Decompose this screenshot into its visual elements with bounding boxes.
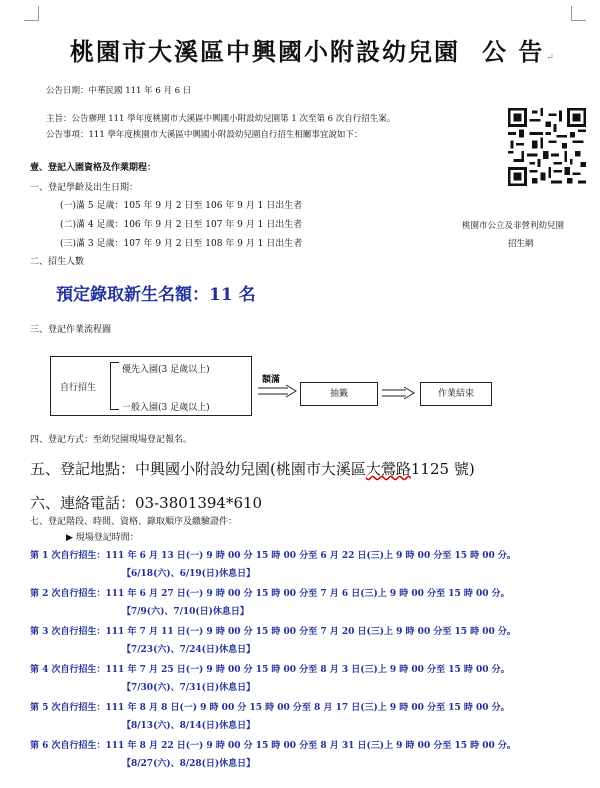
location-value-a: 中興國小附設幼兒園(桃園市大溪區 xyxy=(135,460,366,478)
location-value-b: 1125 號) xyxy=(410,460,475,478)
round-5-line: 第 5 次自行招生：111 年 8 月 8 日(一) 9 時 00 分 15 時 00 分至 8 月 17 日(三)上 9 時 00 分至 15 時 00 分。 xyxy=(30,703,510,713)
section1-heading: 壹、登記入園資格及作業期程： xyxy=(30,163,157,173)
items-line: 公告事項：111 學年度桃園市大溪區中興國小附設幼兒園自行招生相關事宜說如下： xyxy=(46,130,363,140)
announce-date: 公告日期：中華民國 111 年 6 月 6 日 xyxy=(46,86,192,96)
enrollment-quota: 預定錄取新生名額：11 名 xyxy=(56,285,256,305)
side-note-link-2[interactable]: 招生網 xyxy=(508,239,534,249)
round-1-holiday: 【6/18(六)、6/19(日)休息日】 xyxy=(122,569,256,579)
double-arrow-icon xyxy=(258,384,298,398)
flow-overflow: 額滿 xyxy=(262,375,281,385)
qr-code-icon[interactable] xyxy=(508,108,586,186)
age-line-1: (一)滿 5 足歲：105 年 9 月 2 日至 106 年 9 月 1 日出生者 xyxy=(60,201,303,211)
age-line-2: (二)滿 4 足歲：106 年 9 月 2 日至 107 年 9 月 1 日出生者 xyxy=(60,220,303,230)
round-1-line: 第 1 次自行招生：111 年 6 月 13 日(一) 9 時 00 分 15 時 00 分至 6 月 22 日(三)上 9 時 00 分至 15 時 00 分。 xyxy=(30,551,516,561)
flow-general: 一般入園(3 足歲以上) xyxy=(122,403,210,413)
title-main: 桃園市大溪區中興國小附設幼兒園 xyxy=(70,37,460,66)
flow-self-label: 自行招生 xyxy=(60,383,97,393)
flow-brace xyxy=(110,362,119,410)
round-6-line: 第 6 次自行招生：111 年 8 月 22 日(一) 9 時 00 分 15 時 00 分至 8 月 31 日(三)上 9 時 00 分至 15 時 00 分。 xyxy=(30,741,516,751)
section7-bullet: ▶ 現場登記時間： xyxy=(66,533,139,543)
side-note-link[interactable]: 桃園市公立及非營利幼兒園 xyxy=(462,221,565,231)
section1-sub2: 二、招生人數 xyxy=(30,257,85,267)
subject-line: 主旨：公告辦理 111 學年度桃園市大溪區中興國小附設幼兒園第 1 次至第 6 次自行招生案。 xyxy=(46,114,396,124)
section6-phone: 六、連絡電話：03-3801394*610 xyxy=(30,494,263,512)
location-value-u: 大鶯路 xyxy=(365,460,411,478)
page-title xyxy=(70,32,556,67)
round-2-holiday: 【7/9(六)、7/10(日)休息日】 xyxy=(122,607,249,617)
flow-priority: 優先入園(3 足歲以上) xyxy=(122,365,210,375)
page-corner-mark-left xyxy=(24,6,39,21)
round-6-holiday: 【8/27(六)、8/28(日)休息日】 xyxy=(122,759,256,769)
round-4-holiday: 【7/30(六)、7/31(日)休息日】 xyxy=(122,683,256,693)
flow-lottery-box: 抽籤 xyxy=(300,382,378,406)
section5-location xyxy=(30,458,475,479)
round-3-holiday: 【7/23(六)、7/24(日)休息日】 xyxy=(122,645,256,655)
round-2-line: 第 2 次自行招生：111 年 6 月 27 日(一) 9 時 00 分 15 時 00 分至 7 月 6 日(三)上 9 時 00 分至 15 時 00 分。 xyxy=(30,589,510,599)
double-arrow-icon xyxy=(382,386,416,400)
page-corner-mark-right xyxy=(571,6,586,21)
round-3-line: 第 3 次自行招生：111 年 7 月 11 日(一) 9 時 00 分 15 時 00 分至 7 月 20 日(三)上 9 時 00 分至 15 時 00 分。 xyxy=(30,627,516,637)
section4: 四、登記方式：至幼兒園現場登記報名。 xyxy=(30,435,193,445)
section7-heading: 七、登記階段、時間、資格、錄取順序及繳驗證件： xyxy=(30,517,238,527)
section3-heading: 三、登記作業流程圖 xyxy=(30,325,112,335)
round-4-line: 第 4 次自行招生：111 年 7 月 25 日(一) 9 時 00 分 15 時 00 分至 8 月 3 日(三)上 9 時 00 分至 15 時 00 分。 xyxy=(30,665,510,675)
age-line-3: (三)滿 3 足歲：107 年 9 月 2 日至 108 年 9 月 1 日出生者 xyxy=(60,239,303,249)
round-5-holiday: 【8/13(六)、8/14(日)休息日】 xyxy=(122,721,256,731)
section1-sub1: 一、登記學齡及出生日期： xyxy=(30,183,139,193)
title-suffix: 公 告 xyxy=(482,37,545,66)
flow-done-box: 作業結束 xyxy=(420,382,492,406)
paragraph-mark-icon: ↵ xyxy=(546,53,556,63)
location-label: 五、登記地點： xyxy=(30,460,136,478)
